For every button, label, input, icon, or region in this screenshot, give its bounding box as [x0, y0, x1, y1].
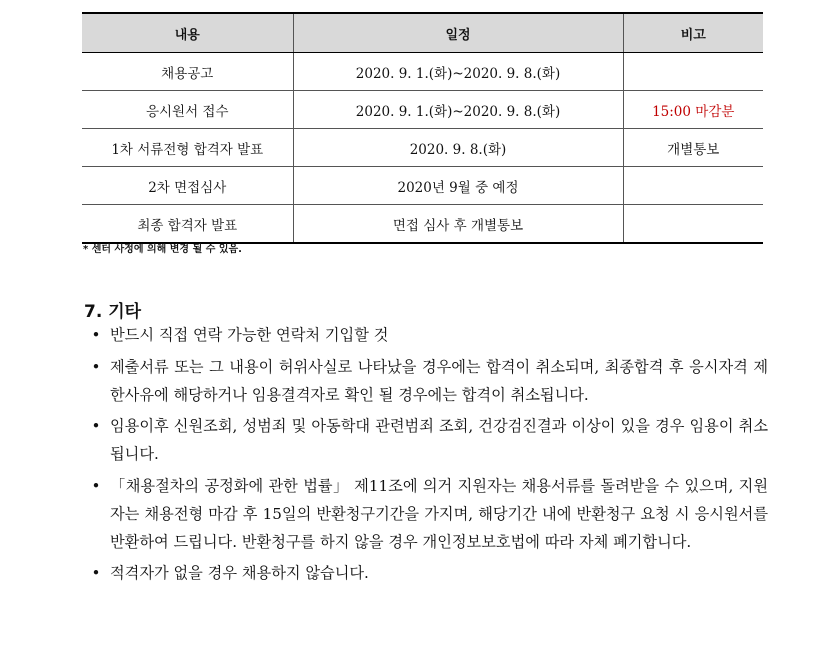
cell-date: 2020. 9. 8.(화)	[293, 129, 623, 167]
table-row	[82, 205, 763, 244]
bullet-icon: •	[91, 326, 101, 344]
list-item-text: 제출서류 또는 그 내용이 허위사실로 나타났을 경우에는 합격이 취소되며, 최종합격 후 응시자격 제한사유에 해당하거나 임용결격자로 확인 될 경우에는 합격이 취소됩니다.	[110, 357, 768, 404]
table-row	[82, 129, 763, 167]
cell-date: 2020. 9. 1.(화)~2020. 9. 8.(화)	[293, 91, 623, 129]
bullet-icon: •	[91, 564, 101, 583]
table-row	[82, 53, 763, 91]
header-content: 내용	[82, 13, 293, 53]
cell-note	[623, 167, 763, 205]
list-item	[88, 473, 768, 556]
list-item-text: 반드시 직접 연락 가능한 연락처 기입할 것	[110, 326, 389, 344]
section-title: 7. 기타	[84, 302, 142, 322]
cell-date: 2020년 9월 중 예정	[293, 167, 623, 205]
list-item	[88, 560, 768, 588]
cell-content: 채용공고	[82, 53, 293, 91]
cell-note	[623, 205, 763, 244]
cell-content: 응시원서 접수	[82, 91, 293, 129]
list-item-text: 적격자가 없을 경우 채용하지 않습니다.	[110, 564, 369, 583]
list-item	[88, 354, 768, 410]
schedule-table	[82, 12, 763, 244]
list-item-text: 「채용절차의 공정화에 관한 법률」 제11조에 의거 지원자는 채용서류를 돌려받을 수 있으며, 지원자는 채용전형 마감 후 15일의 반환청구기간을 가지며, 해당기간 내에 반환청구 요청 시 응시원서를 반환하여 드립니다. 반환청구를 하지 않을 경우 개인정보보호법에 따라 자체 폐기합니다.	[110, 476, 768, 551]
cell-date: 면접 심사 후 개별통보	[293, 205, 623, 244]
list-item	[88, 322, 768, 350]
cell-content: 1차 서류전형 합격자 발표	[82, 129, 293, 167]
cell-note: 개별통보	[623, 129, 763, 167]
cell-content: 2차 면접심사	[82, 167, 293, 205]
bullet-icon: •	[91, 476, 101, 495]
cell-note	[623, 53, 763, 91]
header-remarks: 비고	[623, 13, 763, 53]
table-header-row	[82, 13, 763, 53]
table-row	[82, 91, 763, 129]
list-item-text: 임용이후 신원조회, 성범죄 및 아동학대 관련범죄 조회, 건강검진결과 이상이 있을 경우 임용이 취소됩니다.	[110, 417, 768, 464]
bullet-icon: •	[91, 417, 101, 436]
bullet-icon: •	[91, 357, 101, 376]
cell-note-deadline: 15:00 마감분	[623, 91, 763, 129]
cell-content: 최종 합격자 발표	[82, 205, 293, 244]
cell-date: 2020. 9. 1.(화)~2020. 9. 8.(화)	[293, 53, 623, 91]
header-schedule: 일정	[293, 13, 623, 53]
table-footnote: * 센터 사정에 의해 변경 될 수 있음.	[83, 244, 242, 255]
table-row	[82, 167, 763, 205]
misc-list	[88, 322, 768, 592]
list-item	[88, 413, 768, 469]
